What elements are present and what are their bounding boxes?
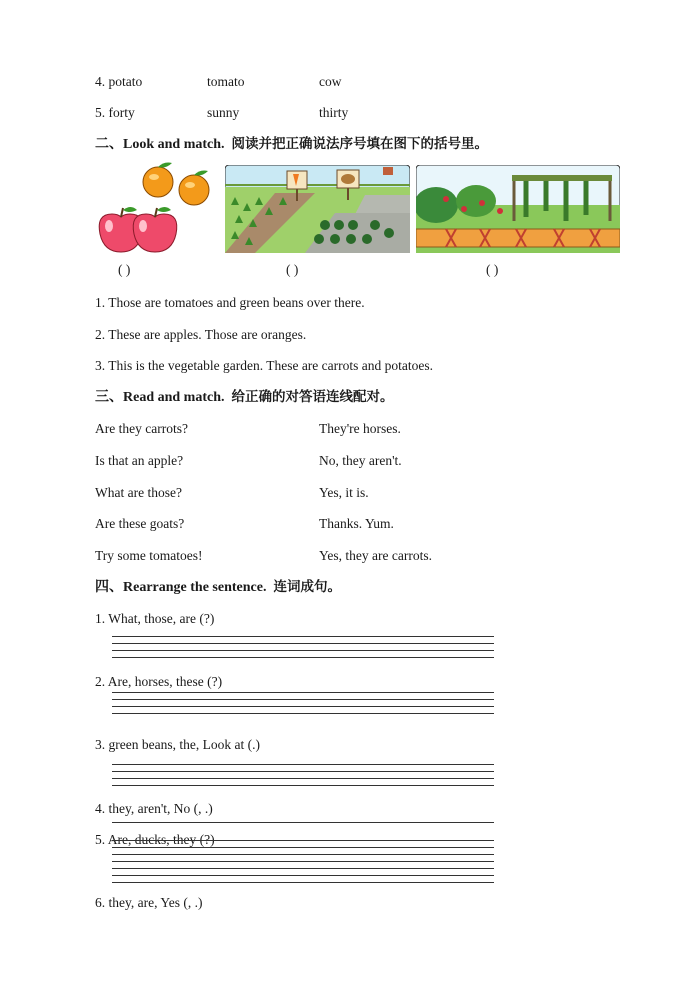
match-sentence-3: 3. This is the vegetable garden. These are carrots and potatoes.: [95, 358, 434, 373]
writing-lines-3[interactable]: [112, 764, 494, 792]
section3-heading-en: 三、Read and match.: [95, 390, 225, 405]
rearrange-item-6: 6. they, are, Yes (, .): [95, 895, 203, 910]
writing-lines-5[interactable]: [112, 840, 494, 889]
orange-icon: [143, 163, 173, 198]
row4-word-c: cow: [319, 74, 342, 89]
section4-heading-en: 四、Rearrange the sentence.: [95, 580, 267, 595]
rearrange-item-3: 3. green beans, the, Look at (.): [95, 737, 260, 752]
answer-item[interactable]: No, they aren't.: [319, 453, 402, 468]
row4-word-b: tomato: [207, 74, 245, 89]
fence-icon: [416, 229, 620, 247]
orange-icon: [179, 171, 209, 206]
writing-lines-2[interactable]: [112, 692, 494, 720]
answer-item[interactable]: Yes, it is.: [319, 485, 369, 500]
match-sentence-2: 2. These are apples. Those are oranges.: [95, 327, 307, 342]
section3-heading-cn: 给正确的对答语连线配对。: [231, 389, 394, 405]
writing-lines-4[interactable]: [112, 822, 494, 829]
row5-word-a: 5. forty: [95, 105, 135, 120]
writing-lines-1[interactable]: [112, 636, 494, 664]
answer-bracket-2[interactable]: ( ): [286, 262, 299, 277]
rearrange-item-4: 4. they, aren't, No (, .): [95, 801, 213, 816]
answer-item[interactable]: They're horses.: [319, 421, 401, 436]
section2-heading: [95, 135, 488, 154]
row5-word-c: thirty: [319, 105, 349, 120]
fenced-farm-image: [416, 165, 620, 253]
section4-heading: [95, 578, 341, 597]
section3-heading: [95, 388, 394, 407]
apples-oranges-image: [94, 160, 216, 256]
section2-heading-en: 二、Look and match.: [95, 137, 225, 152]
match-sentence-1: 1. Those are tomatoes and green beans over there.: [95, 295, 365, 310]
vegetable-garden-image: [225, 165, 410, 253]
answer-bracket-3[interactable]: ( ): [486, 262, 499, 277]
rearrange-item-2: 2. Are, horses, these (?): [95, 674, 223, 689]
question-item[interactable]: Are they carrots?: [95, 421, 188, 436]
section4-heading-cn: 连词成句。: [273, 579, 341, 595]
question-item[interactable]: Try some tomatoes!: [95, 548, 203, 563]
rearrange-item-1: 1. What, those, are (?): [95, 611, 215, 626]
question-item[interactable]: Is that an apple?: [95, 453, 184, 468]
answer-item[interactable]: Yes, they are carrots.: [319, 548, 432, 563]
rearrange-item-5: 5. Are, ducks, they (?): [95, 832, 215, 847]
question-item[interactable]: What are those?: [95, 485, 182, 500]
answer-item[interactable]: Thanks. Yum.: [319, 516, 394, 531]
answer-bracket-1[interactable]: ( ): [118, 262, 131, 277]
apple-icon: [133, 207, 177, 252]
section2-heading-cn: 阅读并把正确说法序号填在图下的括号里。: [231, 136, 489, 152]
row5-word-b: sunny: [207, 105, 240, 120]
row4-word-a: 4. potato: [95, 74, 143, 89]
question-item[interactable]: Are these goats?: [95, 516, 185, 531]
